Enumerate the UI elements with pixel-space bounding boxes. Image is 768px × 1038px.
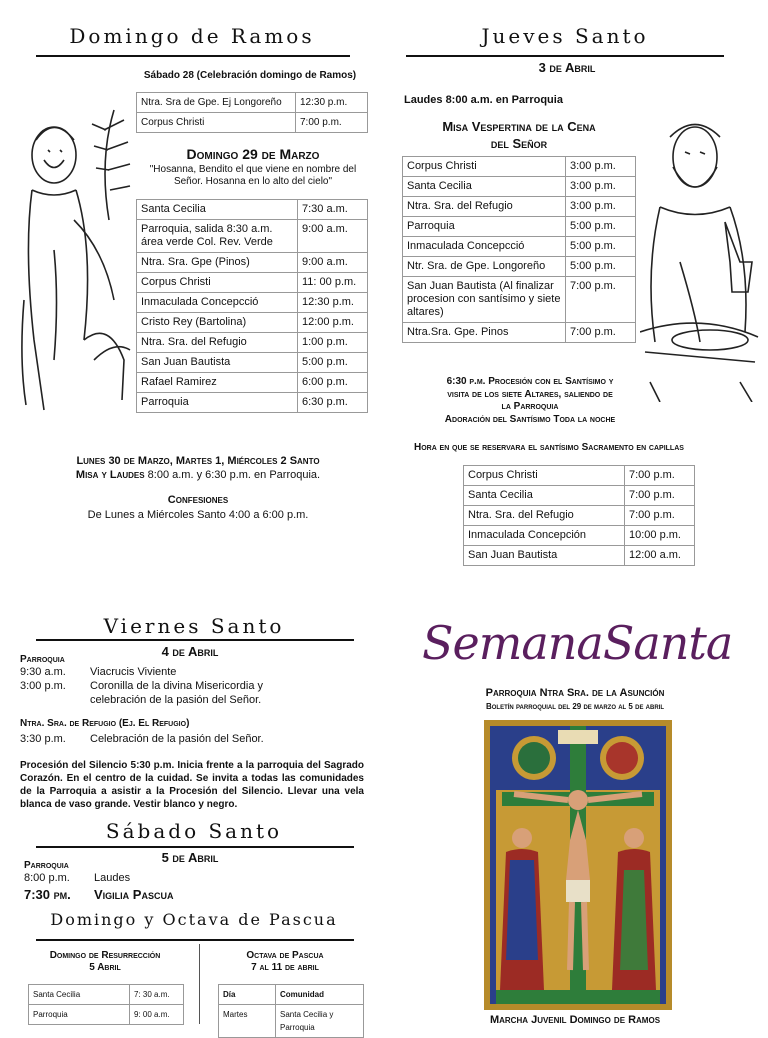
table-cell: Ntra. Sra. del Refugio: [403, 197, 566, 217]
viernes-item-cont: celebración de la pasión del Señor.: [90, 694, 262, 706]
table-row: [137, 393, 368, 413]
table-header-cell: Comunidad: [276, 985, 364, 1005]
resurreccion-heading: [30, 950, 180, 974]
pascua-title: Domingo y Octava de Pascua: [50, 910, 338, 929]
table-row: [29, 985, 184, 1005]
table-cell: 7: 30 a.m.: [130, 985, 184, 1005]
refugio-line: [20, 732, 360, 746]
procesion-line4: Adoración del Santísimo Toda la noche: [444, 413, 616, 425]
table-header-cell: Día: [219, 985, 276, 1005]
table-row: [137, 373, 368, 393]
viernes-items: [20, 665, 360, 707]
table-row: [464, 546, 695, 566]
misa-heading-line1: Misa Vespertina de la Cena: [442, 119, 596, 134]
table-cell: Rafael Ramirez: [137, 373, 298, 393]
silencio-text: Procesión del Silencio 5:30 p.m. Inicia frente a la parroquia del Sagrado Corazón. En el centro de la cuidad. Se invita a todas las comunidades de la Parroquia a asistir a la Procesión del Silencio. Llevar una vela blanca de vaso grande. Vestir blanco y negro.: [20, 760, 364, 810]
cover-parish: Parroquia Ntra Sra. de la Asunción: [485, 687, 665, 699]
ramos-sabado-heading: Sábado 28 (Celebración domingo de Ramos): [143, 70, 357, 81]
table-cell: Ntr. Sra. de Gpe. Longoreño: [403, 257, 566, 277]
table-cell: Parroquia: [403, 217, 566, 237]
table-row: [137, 93, 368, 113]
table-cell: 1:00 p.m.: [298, 333, 368, 353]
table-cell: 6:30 p.m.: [298, 393, 368, 413]
ramos-rule: [36, 55, 350, 57]
sabado-vigilia-line: [24, 887, 324, 902]
procesion-line3: la Parroquia: [501, 401, 559, 412]
table-cell: 6:00 p.m.: [298, 373, 368, 393]
table-row: [137, 313, 368, 333]
octava-heading: [210, 950, 360, 974]
table-row: [403, 323, 636, 343]
resurreccion-table: [28, 984, 184, 1025]
viernes-date: 4 de Abril: [161, 644, 219, 659]
table-cell: Parroquia: [29, 1005, 130, 1025]
table-cell: 9:00 a.m.: [298, 253, 368, 273]
table-row: [403, 217, 636, 237]
table-cell: San Juan Bautista (Al finalizar procesion con santísimo y siete altares): [403, 277, 566, 323]
table-cell: San Juan Bautista: [137, 353, 298, 373]
table-cell: 7:30 a.m.: [298, 200, 368, 220]
table-row: [464, 486, 695, 506]
ramos-sabado-table: [136, 92, 368, 133]
table-cell: 7:00 p.m.: [625, 486, 695, 506]
table-cell: 5:00 p.m.: [298, 353, 368, 373]
table-cell: Santa Cecilia: [29, 985, 130, 1005]
sabado-laudes-line: [24, 871, 324, 885]
reserva-table: [463, 465, 695, 566]
refugio-text: Celebración de la pasión del Señor.: [90, 733, 264, 745]
sabado-laudes-text: Laudes: [94, 872, 131, 884]
viernes-item-time: 9:30 a.m.: [20, 666, 66, 678]
table-cell: Corpus Christi: [137, 113, 296, 133]
table-row: [403, 157, 636, 177]
table-row: [403, 277, 636, 323]
table-cell: 7:00 p.m.: [566, 323, 636, 343]
confesiones-heading: Confesiones: [167, 494, 229, 506]
cover-boletin: Boletín parroquial del 29 de marzo al 5 de abril: [485, 702, 664, 711]
table-cell: Ntra.Sra. Gpe. Pinos: [403, 323, 566, 343]
jueves-laudes: Laudes 8:00 a.m. en Parroquia: [404, 94, 563, 106]
table-cell: 3:00 p.m.: [566, 197, 636, 217]
sabado-rule: [36, 846, 354, 848]
table-cell: 9: 00 a.m.: [130, 1005, 184, 1025]
reserva-body: [464, 466, 695, 566]
table-cell: 7:00 p.m.: [296, 113, 368, 133]
jueves-rule: [406, 55, 724, 57]
table-cell: Corpus Christi: [464, 466, 625, 486]
table-cell: Parroquia: [137, 393, 298, 413]
table-cell: Santa Cecilia: [464, 486, 625, 506]
ramos-title: Domingo de Ramos: [69, 24, 315, 48]
resurreccion-line1: Domingo de Resurrección: [49, 950, 161, 961]
procesion-line1: 6:30 p.m. Procesión con el Santísimo y: [446, 376, 614, 387]
refugio-time: 3:30 p.m.: [20, 733, 66, 745]
sabado-parroquia-label: Parroquia: [24, 860, 69, 871]
table-row: [137, 353, 368, 373]
sabado-date: 5 de Abril: [161, 850, 219, 865]
procesion-line2: visita de los siete Altares, saliendo de: [447, 388, 613, 400]
table-row: [29, 1005, 184, 1025]
viernes-item-text: Viacrucis Viviente: [90, 666, 177, 678]
table-cell: 12:00 a.m.: [625, 546, 695, 566]
table-cell: Parroquia, salida 8:30 a.m. área verde Col. Rev. Verde: [137, 220, 298, 253]
viernes-parroquia-label: Parroquia: [20, 654, 65, 665]
last-supper-illustration: [640, 112, 760, 402]
table-row: [403, 257, 636, 277]
viernes-item: [20, 679, 360, 693]
table-cell: San Juan Bautista: [464, 546, 625, 566]
octava-table: [218, 984, 364, 1038]
table-row: [137, 220, 368, 253]
table-cell: Corpus Christi: [137, 273, 298, 293]
viernes-item-text: Coronilla de la divina Misericordia y: [90, 680, 264, 692]
table-row: [137, 293, 368, 313]
misa-laudes-text: 8:00 a.m. y 6:30 p.m. en Parroquia.: [144, 469, 321, 481]
reserva-heading: Hora en que se reservara el santísimo Sacramento en capillas: [414, 442, 684, 453]
sabado-vigilia-text: Vigilia Pascua: [94, 887, 174, 902]
misa-vespertina-heading: [404, 118, 634, 152]
jueves-date: 3 de Abril: [538, 60, 596, 75]
table-cell: Ntra. Sra de Gpe. Ej Longoreño: [137, 93, 296, 113]
table-row: [137, 273, 368, 293]
table-cell: Santa Cecilia: [403, 177, 566, 197]
table-row: [137, 200, 368, 220]
table-cell: 5:00 p.m.: [566, 217, 636, 237]
table-cell: 3:00 p.m.: [566, 157, 636, 177]
procesion-block: [400, 376, 660, 426]
table-cell: Ntra. Sra. del Refugio: [464, 506, 625, 526]
table-row: [464, 526, 695, 546]
table-cell: 12:30 p.m.: [298, 293, 368, 313]
misa-heading-line2: del Señor: [490, 136, 548, 151]
ramos-semana-line1: Lunes 30 de Marzo, Martes 1, Miércoles 2 Santo: [76, 455, 320, 467]
table-cell: Cristo Rey (Bartolina): [137, 313, 298, 333]
viernes-title: Viernes Santo: [103, 614, 285, 638]
table-cell: 11: 00 p.m.: [298, 273, 368, 293]
table-cell: Corpus Christi: [403, 157, 566, 177]
ramos-quote: "Hosanna, Bendito el que viene en nombre del Señor. Hosanna en lo alto del cielo": [149, 164, 357, 187]
table-row: [403, 237, 636, 257]
sabado-title: Sábado Santo: [105, 819, 283, 843]
table-cell: Inmaculada Concepcció: [137, 293, 298, 313]
table-row: [137, 113, 368, 133]
resurreccion-line2: 5 Abril: [89, 962, 121, 973]
octava-line2: 7 al 11 de abril: [251, 962, 319, 973]
table-cell: Santa Cecilia: [137, 200, 298, 220]
table-row: [219, 1005, 364, 1038]
table-cell: Ntra. Sra. Gpe (Pinos): [137, 253, 298, 273]
table-row: [403, 197, 636, 217]
ramos-semana-line2: [30, 468, 366, 482]
semana-santa-logo: SemanaSanta: [422, 616, 733, 670]
table-row: [403, 177, 636, 197]
table-cell: 5:00 p.m.: [566, 257, 636, 277]
table-cell: Inmaculada Concepción: [464, 526, 625, 546]
table-cell: Ntra. Sra. del Refugio: [137, 333, 298, 353]
refugio-label: Ntra. Sra. de Refugio (Ej. El Refugio): [20, 718, 190, 729]
jueves-title: Jueves Santo: [481, 24, 649, 48]
viernes-item: [20, 665, 360, 679]
table-cell: Santa Cecilia y Parroquia: [276, 1005, 364, 1038]
table-cell: 7:00 p.m.: [625, 466, 695, 486]
viernes-rule: [36, 639, 354, 641]
table-cell: 12:30 p.m.: [296, 93, 368, 113]
table-cell: 7:00 p.m.: [566, 277, 636, 323]
confesiones-text: De Lunes a Miércoles Santo 4:00 a 6:00 p.m.: [87, 509, 309, 521]
pascua-rule: [36, 939, 354, 941]
table-cell: 3:00 p.m.: [566, 177, 636, 197]
table-row: [137, 253, 368, 273]
crucifixion-image: [484, 720, 672, 1010]
cover-bottom-text: Marcha Juvenil Domingo de Ramos: [489, 1014, 661, 1026]
table-cell: 5:00 p.m.: [566, 237, 636, 257]
christ-palms-illustration: [14, 100, 132, 412]
sabado-vigilia-time: 7:30 pm.: [24, 887, 71, 902]
ramos-domingo-table: [136, 199, 368, 413]
table-cell: 9:00 a.m.: [298, 220, 368, 253]
table-cell: Inmaculada Concepcció: [403, 237, 566, 257]
table-row: [219, 985, 364, 1005]
jueves-table: [402, 156, 636, 343]
pascua-divider: [199, 944, 200, 1024]
ramos-semana-block: [30, 454, 366, 482]
octava-line1: Octava de Pascua: [246, 950, 324, 961]
table-cell: Martes: [219, 1005, 276, 1038]
table-cell: 10:00 p.m.: [625, 526, 695, 546]
table-cell: 7:00 p.m.: [625, 506, 695, 526]
ramos-domingo-heading: Domingo 29 de Marzo: [186, 146, 320, 162]
table-row: [464, 466, 695, 486]
sabado-laudes-time: 8:00 p.m.: [24, 872, 70, 884]
misa-laudes-label: Misa y Laudes: [75, 469, 145, 481]
table-row: [137, 333, 368, 353]
jueves-body: [403, 157, 636, 343]
viernes-item-time: 3:00 p.m.: [20, 680, 66, 692]
table-cell: 12:00 p.m.: [298, 313, 368, 333]
table-row: [464, 506, 695, 526]
ramos-domingo-body: [137, 200, 368, 413]
